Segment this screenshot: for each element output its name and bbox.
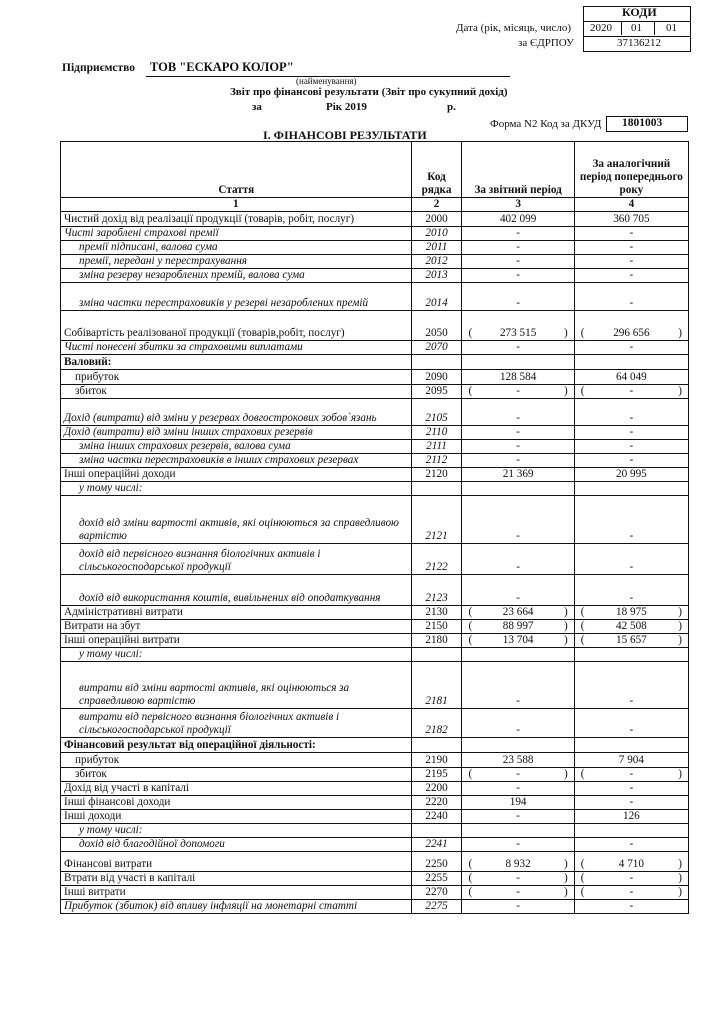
row-code: 2220: [411, 796, 462, 810]
row-current-value: [462, 620, 574, 634]
table-row: [61, 662, 689, 709]
row-article: премії, передані у перестрахування: [61, 255, 412, 269]
value-text: -: [629, 872, 634, 884]
row-code: [411, 482, 462, 496]
open-paren: (: [580, 634, 585, 646]
open-paren: (: [580, 606, 585, 618]
edrpou-value: 37136212: [617, 37, 661, 49]
header-num-1: 1: [61, 198, 412, 212]
row-previous-value: [574, 824, 688, 838]
table-row: [61, 782, 689, 796]
table-row: [61, 634, 689, 648]
table-row: [61, 810, 689, 824]
open-paren: (: [468, 768, 473, 780]
table-row: [61, 311, 689, 341]
parenthesized-value: [464, 768, 571, 781]
row-current-value: -: [462, 269, 574, 283]
row-code: 2011: [411, 241, 462, 255]
row-previous-value: [574, 634, 688, 648]
value-text: -: [516, 872, 520, 884]
close-paren: ): [678, 872, 682, 884]
table-row: [61, 385, 689, 399]
row-code: 2180: [411, 634, 462, 648]
row-code: 2121: [411, 496, 462, 544]
row-code: 2090: [411, 370, 462, 385]
value-text: -: [629, 768, 634, 780]
close-paren: ): [564, 327, 568, 339]
value-text: -: [516, 385, 520, 397]
parenthesized-value: [577, 858, 686, 871]
row-code: 2112: [411, 454, 462, 468]
row-current-value: -: [462, 399, 574, 426]
row-code: 2200: [411, 782, 462, 796]
row-previous-value: -: [574, 440, 688, 454]
row-article: дохід від використання коштів, вивільнених від оподаткування: [61, 575, 412, 606]
parenthesized-value: [577, 327, 686, 340]
enterprise-name: ТОВ "ЕСКАРО КОЛОР": [150, 60, 294, 74]
row-article: прибуток: [61, 370, 412, 385]
open-paren: (: [580, 886, 585, 898]
open-paren: (: [580, 620, 585, 632]
row-code: 2240: [411, 810, 462, 824]
row-previous-value: -: [574, 838, 688, 852]
row-current-value: -: [462, 810, 574, 824]
row-current-value: -: [462, 255, 574, 269]
open-paren: (: [580, 327, 585, 339]
codes-date-divider-1: [621, 21, 622, 35]
row-previous-value: [574, 648, 688, 662]
open-paren: (: [468, 886, 473, 898]
open-paren: (: [468, 858, 473, 870]
row-code: [411, 738, 462, 753]
row-article: Фінансові витрати: [61, 852, 412, 872]
close-paren: ): [564, 858, 568, 870]
parenthesized-value: [577, 872, 686, 885]
value-text: -: [629, 886, 634, 898]
close-paren: ): [564, 872, 568, 884]
header-previous: За аналогічний період попереднього року: [574, 142, 688, 198]
row-previous-value: -: [574, 900, 688, 914]
table-row: [61, 341, 689, 355]
row-code: 2050: [411, 311, 462, 341]
row-code: 2095: [411, 385, 462, 399]
row-previous-value: [574, 738, 688, 753]
row-previous-value: -: [574, 796, 688, 810]
row-code: 2105: [411, 399, 462, 426]
row-article: премії підписані, валова сума: [61, 241, 412, 255]
row-code: 2010: [411, 227, 462, 241]
enterprise-caption: (найменування): [296, 76, 357, 86]
value-text: 273 515: [499, 327, 537, 339]
parenthesized-value: [464, 886, 571, 899]
value-text: -: [516, 768, 520, 780]
row-previous-value: 360 705: [574, 212, 688, 227]
row-article: Інші фінансові доходи: [61, 796, 412, 810]
close-paren: ): [564, 886, 568, 898]
row-code: 2070: [411, 341, 462, 355]
parenthesized-value: [464, 858, 571, 871]
row-current-value: [462, 648, 574, 662]
table-row: [61, 753, 689, 768]
table-row: [61, 872, 689, 886]
table-row: [61, 768, 689, 782]
value-text: 23 664: [502, 606, 534, 618]
date-day: 01: [666, 22, 677, 34]
row-previous-value: [574, 886, 688, 900]
row-previous-value: -: [574, 255, 688, 269]
row-code: 2111: [411, 440, 462, 454]
header-num-3: 3: [462, 198, 574, 212]
table-row: [61, 269, 689, 283]
row-code: 2275: [411, 900, 462, 914]
row-current-value: [462, 606, 574, 620]
row-code: 2122: [411, 544, 462, 575]
row-previous-value: -: [574, 399, 688, 426]
row-article: у тому числі:: [61, 482, 412, 496]
row-code: 2130: [411, 606, 462, 620]
parenthesized-value: [464, 634, 571, 647]
close-paren: ): [564, 768, 568, 780]
row-code: 2123: [411, 575, 462, 606]
row-previous-value: 20 995: [574, 468, 688, 482]
table-row: [61, 824, 689, 838]
open-paren: (: [468, 385, 473, 397]
row-article: зміна резерву незароблених премій, валова сума: [61, 269, 412, 283]
row-article: у тому числі:: [61, 648, 412, 662]
open-paren: (: [580, 768, 585, 780]
open-paren: (: [580, 872, 585, 884]
parenthesized-value: [577, 385, 686, 398]
row-code: 2014: [411, 283, 462, 311]
open-paren: (: [468, 634, 473, 646]
close-paren: ): [564, 385, 568, 397]
row-article: дохід від первісного визнання біологічних активів і сільськогосподарської продукції: [61, 544, 412, 575]
row-previous-value: -: [574, 426, 688, 440]
open-paren: (: [468, 620, 473, 632]
header-num-2: 2: [411, 198, 462, 212]
row-current-value: [462, 311, 574, 341]
form-code: 1801003: [622, 117, 663, 129]
row-code: 2150: [411, 620, 462, 634]
row-previous-value: 64 049: [574, 370, 688, 385]
row-current-value: [462, 738, 574, 753]
row-article: Прибуток (збиток) від впливу інфляції на монетарні статті: [61, 900, 412, 914]
date-month: 01: [631, 22, 642, 34]
row-previous-value: -: [574, 341, 688, 355]
row-current-value: -: [462, 782, 574, 796]
row-previous-value: [574, 606, 688, 620]
row-article: Інші операційні доходи: [61, 468, 412, 482]
row-previous-value: -: [574, 782, 688, 796]
row-article: у тому числі:: [61, 824, 412, 838]
open-paren: (: [468, 327, 473, 339]
open-paren: (: [468, 872, 473, 884]
table-row: [61, 606, 689, 620]
section-title: I. ФІНАНСОВІ РЕЗУЛЬТАТИ: [263, 128, 427, 142]
value-text: 88 997: [502, 620, 534, 632]
row-article: Фінансовий результат від операційної діяльності:: [61, 738, 412, 753]
header-num-4: 4: [574, 198, 688, 212]
row-article: Інші доходи: [61, 810, 412, 824]
row-previous-value: -: [574, 269, 688, 283]
row-current-value: -: [462, 341, 574, 355]
close-paren: ): [564, 606, 568, 618]
table-row: [61, 468, 689, 482]
row-article: Валовий:: [61, 355, 412, 370]
parenthesized-value: [464, 620, 571, 633]
row-current-value: -: [462, 426, 574, 440]
close-paren: ): [678, 606, 682, 618]
table-row: [61, 796, 689, 810]
table-header-row: [61, 142, 689, 198]
open-paren: (: [580, 858, 585, 870]
row-code: 2110: [411, 426, 462, 440]
row-previous-value: [574, 355, 688, 370]
row-previous-value: [574, 620, 688, 634]
row-previous-value: -: [574, 496, 688, 544]
period-suffix: р.: [447, 101, 456, 113]
close-paren: ): [678, 858, 682, 870]
row-previous-value: [574, 311, 688, 341]
codes-date-divider-2: [654, 21, 655, 35]
row-article: зміна частки перестраховиків у резерві незароблених премій: [61, 283, 412, 311]
row-current-value: 128 584: [462, 370, 574, 385]
financial-results-table: [60, 141, 689, 914]
table-row: [61, 852, 689, 872]
table-row: [61, 709, 689, 738]
row-article: дохід від зміни вартості активів, які оцінюються за справедливою вартістю: [61, 496, 412, 544]
table-row: [61, 838, 689, 852]
row-article: Адміністративні витрати: [61, 606, 412, 620]
table-row: [61, 738, 689, 753]
value-text: 8 932: [505, 858, 531, 870]
row-code: 2270: [411, 886, 462, 900]
period-prefix: за: [252, 101, 262, 113]
value-text: 4 710: [618, 858, 644, 870]
table-row: [61, 454, 689, 468]
row-code: 2013: [411, 269, 462, 283]
row-code: [411, 355, 462, 370]
header-current: За звітний період: [462, 142, 574, 198]
row-code: 2181: [411, 662, 462, 709]
header-article: Стаття: [61, 142, 412, 198]
row-current-value: -: [462, 496, 574, 544]
row-code: 2000: [411, 212, 462, 227]
row-article: Собівартість реалізованої продукції (товарів,робіт, послуг): [61, 311, 412, 341]
edrpou-label: за ЄДРПОУ: [518, 37, 574, 49]
table-row: [61, 426, 689, 440]
row-code: 2120: [411, 468, 462, 482]
row-current-value: [462, 886, 574, 900]
row-current-value: 23 588: [462, 753, 574, 768]
table-row: [61, 440, 689, 454]
row-previous-value: [574, 385, 688, 399]
parenthesized-value: [577, 886, 686, 899]
row-current-value: -: [462, 454, 574, 468]
row-article: Дохід (витрати) від зміни у резервах довгострокових зобов`язань: [61, 399, 412, 426]
parenthesized-value: [464, 606, 571, 619]
table-number-row: [61, 198, 689, 212]
close-paren: ): [564, 620, 568, 632]
row-previous-value: [574, 872, 688, 886]
row-current-value: 21 369: [462, 468, 574, 482]
parenthesized-value: [464, 385, 571, 398]
close-paren: ): [564, 634, 568, 646]
row-article: Витрати на збут: [61, 620, 412, 634]
table-row: [61, 544, 689, 575]
value-text: -: [516, 886, 520, 898]
row-article: Дохід (витрати) від зміни інших страхових резервів: [61, 426, 412, 440]
row-code: 2190: [411, 753, 462, 768]
row-previous-value: [574, 852, 688, 872]
row-current-value: [462, 852, 574, 872]
row-previous-value: -: [574, 709, 688, 738]
row-current-value: -: [462, 227, 574, 241]
value-text: 15 657: [616, 634, 647, 646]
row-code: 2250: [411, 852, 462, 872]
value-text: 296 656: [613, 327, 650, 339]
close-paren: ): [678, 886, 682, 898]
close-paren: ): [678, 768, 682, 780]
row-previous-value: [574, 482, 688, 496]
row-article: Дохід від участі в капіталі: [61, 782, 412, 796]
parenthesized-value: [464, 327, 571, 340]
close-paren: ): [678, 327, 682, 339]
row-article: зміна інших страхових резервів, валова сума: [61, 440, 412, 454]
row-article: зміна частки перестраховиків в інших страхових резервах: [61, 454, 412, 468]
row-current-value: -: [462, 241, 574, 255]
table-row: [61, 900, 689, 914]
row-previous-value: -: [574, 544, 688, 575]
table-row: [61, 886, 689, 900]
row-code: 2182: [411, 709, 462, 738]
row-article: Втрати від участі в капіталі: [61, 872, 412, 886]
parenthesized-value: [577, 768, 686, 781]
row-code: 2255: [411, 872, 462, 886]
row-previous-value: -: [574, 283, 688, 311]
table-row: [61, 496, 689, 544]
row-code: 2195: [411, 768, 462, 782]
row-current-value: -: [462, 440, 574, 454]
row-previous-value: -: [574, 575, 688, 606]
table-row: [61, 283, 689, 311]
row-previous-value: -: [574, 241, 688, 255]
row-code: 2241: [411, 838, 462, 852]
table-row: [61, 399, 689, 426]
value-text: 18 975: [616, 606, 647, 618]
table-row: [61, 355, 689, 370]
row-article: Інші операційні витрати: [61, 634, 412, 648]
close-paren: ): [678, 385, 682, 397]
row-article: Чисті понесені збитки за страховими виплатами: [61, 341, 412, 355]
period: Рік 2019: [326, 101, 367, 113]
table-row: [61, 648, 689, 662]
row-article: витрати від зміни вартості активів, які оцінюються за справедливою вартістю: [61, 662, 412, 709]
report-title: Звіт про фінансові результати (Звіт про сукупний дохід): [230, 86, 508, 98]
row-code: 2012: [411, 255, 462, 269]
row-current-value: [462, 872, 574, 886]
row-article: Чисті зароблені страхові премії: [61, 227, 412, 241]
row-article: витрати від первісного визнання біологічних активів і сільськогосподарської продукції: [61, 709, 412, 738]
row-article: Чистий дохід від реалізації продукції (товарів, робіт, послуг): [61, 212, 412, 227]
row-current-value: -: [462, 709, 574, 738]
row-current-value: -: [462, 575, 574, 606]
row-article: збиток: [61, 385, 412, 399]
value-text: 13 704: [502, 634, 534, 646]
row-current-value: [462, 355, 574, 370]
table-row: [61, 482, 689, 496]
codes-title: КОДИ: [622, 5, 657, 19]
parenthesized-value: [464, 872, 571, 885]
row-code: [411, 648, 462, 662]
header-code: Код рядка: [411, 142, 462, 198]
row-current-value: [462, 768, 574, 782]
table-row: [61, 227, 689, 241]
parenthesized-value: [577, 606, 686, 619]
date-year: 2020: [590, 22, 612, 34]
row-previous-value: -: [574, 662, 688, 709]
row-current-value: 194: [462, 796, 574, 810]
table-row: [61, 620, 689, 634]
form-label: Форма N2 Код за ДКУД: [490, 118, 602, 130]
open-paren: (: [580, 385, 585, 397]
value-text: -: [629, 385, 634, 397]
table-row: [61, 255, 689, 269]
row-previous-value: 7 904: [574, 753, 688, 768]
value-text: 42 508: [616, 620, 647, 632]
row-current-value: -: [462, 544, 574, 575]
close-paren: ): [678, 620, 682, 632]
row-current-value: -: [462, 838, 574, 852]
table-row: [61, 575, 689, 606]
table-row: [61, 241, 689, 255]
row-article: дохід від благодійної допомоги: [61, 838, 412, 852]
close-paren: ): [678, 634, 682, 646]
row-article: Інші витрати: [61, 886, 412, 900]
table-row: [61, 212, 689, 227]
row-article: прибуток: [61, 753, 412, 768]
row-current-value: [462, 482, 574, 496]
row-previous-value: [574, 768, 688, 782]
row-previous-value: 126: [574, 810, 688, 824]
date-label: Дата (рік, місяць, число): [456, 22, 572, 34]
row-current-value: -: [462, 900, 574, 914]
table-row: [61, 370, 689, 385]
row-article: збиток: [61, 768, 412, 782]
row-current-value: [462, 385, 574, 399]
row-current-value: 402 099: [462, 212, 574, 227]
parenthesized-value: [577, 620, 686, 633]
row-current-value: -: [462, 283, 574, 311]
row-current-value: [462, 824, 574, 838]
enterprise-label: Підприємство: [62, 62, 136, 74]
row-current-value: [462, 634, 574, 648]
row-previous-value: -: [574, 454, 688, 468]
open-paren: (: [468, 606, 473, 618]
parenthesized-value: [577, 634, 686, 647]
row-current-value: -: [462, 662, 574, 709]
row-previous-value: -: [574, 227, 688, 241]
row-code: [411, 824, 462, 838]
